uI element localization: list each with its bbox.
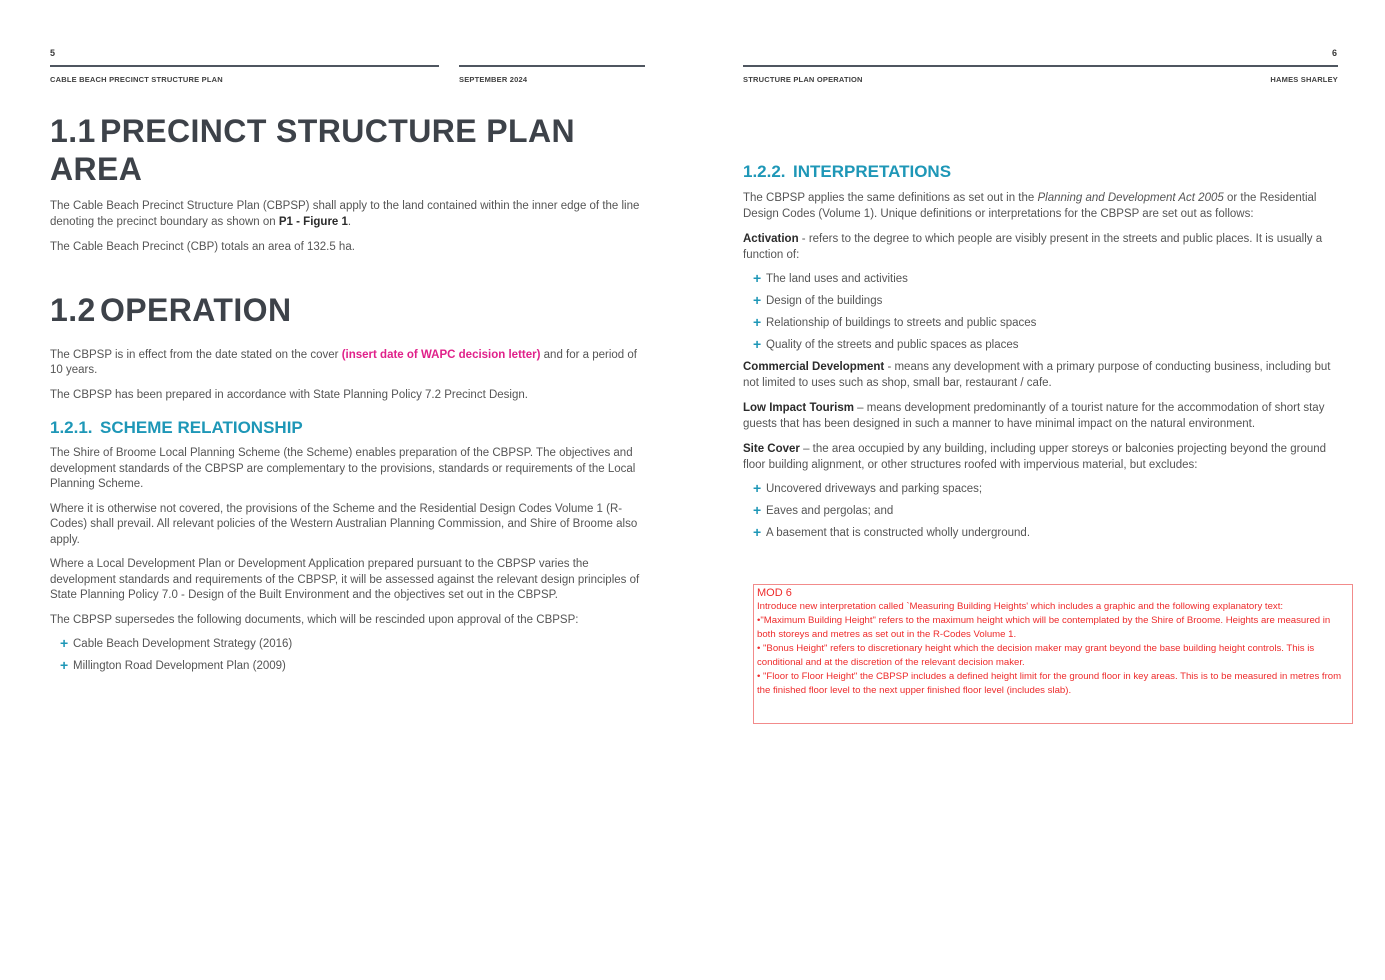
plus-icon: + xyxy=(753,524,762,540)
right-page-number: 6 xyxy=(1332,48,1338,58)
paragraph-text: The CBPSP applies the same definitions as set out in the xyxy=(743,192,1038,204)
definition-site-cover xyxy=(743,442,1343,473)
section-title: INTERPRETATIONS xyxy=(793,162,952,181)
list-item-text: Eaves and pergolas; and xyxy=(766,505,894,517)
section-number: 1.2.2. xyxy=(743,162,786,181)
list-item-text: Quality of the streets and public spaces as places xyxy=(766,339,1019,351)
list-item xyxy=(743,294,1343,310)
paragraph: The Cable Beach Precinct (CBP) totals an area of 132.5 ha. xyxy=(50,241,355,253)
left-running-header: CABLE BEACH PRECINCT STRUCTURE PLAN xyxy=(50,75,223,84)
plus-icon: + xyxy=(753,336,762,352)
left-running-date: SEPTEMBER 2024 xyxy=(459,75,528,84)
right-running-author: HAMES SHARLEY xyxy=(1270,75,1338,84)
right-running-header: STRUCTURE PLAN OPERATION xyxy=(743,75,863,84)
plus-icon: + xyxy=(60,657,69,673)
list-item xyxy=(743,504,1343,520)
list-item xyxy=(50,659,646,675)
plus-icon: + xyxy=(753,314,762,330)
list-item-text: Relationship of buildings to streets and public spaces xyxy=(766,317,1037,329)
definition-term: Commercial Development xyxy=(743,361,885,373)
section-1-2-heading xyxy=(50,291,646,329)
section-title: OPERATION xyxy=(100,291,292,328)
definition-term: Site Cover xyxy=(743,443,800,455)
section-1-2-2-heading xyxy=(743,161,1343,183)
list-item-text: Millington Road Development Plan (2009) xyxy=(73,660,286,672)
paragraph: The CBPSP supersedes the following documents, which will be rescinded upon approval of the CBPSP: xyxy=(50,613,579,626)
activation-list xyxy=(743,272,1343,354)
list-item-text: Design of the buildings xyxy=(766,295,883,307)
plus-icon: + xyxy=(753,270,762,286)
paragraph: The CBPSP has been prepared in accordance with State Planning Policy 7.2 Precinct Design. xyxy=(50,388,528,401)
definition-low-impact-tourism xyxy=(743,401,1343,432)
left-page-content xyxy=(50,112,646,681)
left-header-rule xyxy=(50,65,439,67)
section-number: 1.1 xyxy=(50,113,96,149)
list-item xyxy=(743,526,1343,542)
definition-text: – means development predominantly of a tourist nature for the accommodation of short stay guests that has been designed in such a manner to have minimal impact on the natural environment. xyxy=(743,402,1325,430)
paragraph-end: or the Residential Design Codes (Volume 1). Unique definitions or interpretations for the CBPSP are set out as follows: xyxy=(743,192,1317,220)
definition-commercial-development xyxy=(743,360,1343,391)
mod-line: • "Floor to Floor Height" the CBPSP includes a defined height limit for the ground floor in key areas. This is to be measured in metres from the finished floor level to the next upper finished floor level (includes slab). xyxy=(757,671,1342,696)
definition-activation xyxy=(743,232,1343,263)
plus-icon: + xyxy=(753,502,762,518)
plus-icon: + xyxy=(753,292,762,308)
mod-6-annotation-box xyxy=(753,584,1353,724)
definition-text: - means any development with a primary purpose of conducting business, including but not limited to uses such as shop, small bar, restaurant / cafe. xyxy=(743,361,1331,389)
definition-term: Low Impact Tourism xyxy=(743,402,854,414)
right-page-content xyxy=(743,161,1343,548)
paragraph xyxy=(743,191,1343,222)
definition-text: - refers to the degree to which people are visibly present in the streets and public places. It is usually a function of: xyxy=(743,233,1323,261)
paragraph-text: The CBPSP is in effect from the date stated on the cover xyxy=(50,348,342,361)
section-title: PRECINCT STRUCTURE PLAN AREA xyxy=(50,113,575,187)
list-item xyxy=(743,272,1343,288)
section-1-1-heading xyxy=(50,112,646,188)
list-item-text: Cable Beach Development Strategy (2016) xyxy=(73,638,293,650)
left-header-rule-right xyxy=(459,65,645,67)
section-title: SCHEME RELATIONSHIP xyxy=(100,418,303,437)
paragraph: Where a Local Development Plan or Development Application prepared pursuant to the CBPSP varies the development standards and requirements of the CBPSP, it will be assessed against the relevant design principles of State Planning Policy 7.0 - Design of the Built Environment and the objectives set out in the CBPSP. xyxy=(50,558,640,601)
section-number: 1.2.1. xyxy=(50,418,93,437)
mod-title: MOD 6 xyxy=(757,587,792,599)
paragraph-end: . xyxy=(347,215,352,228)
plus-icon: + xyxy=(753,480,762,496)
list-item xyxy=(743,316,1343,332)
superseded-documents-list xyxy=(50,637,646,675)
list-item xyxy=(50,637,646,653)
paragraph xyxy=(50,199,646,230)
definition-text: – the area occupied by any building, including upper storeys or balconies projecting beyond the ground floor building alignment, or other structures roofed with impervious material, but excludes: xyxy=(743,443,1327,471)
paragraph-end: and for a period of 10 years. xyxy=(50,348,637,376)
mod-line: Introduce new interpretation called `Measuring Building Heights' which includes a graphic and the following explanatory text: xyxy=(757,601,1284,612)
paragraph-text: The Cable Beach Precinct Structure Plan (CBPSP) shall apply to the land contained within the inner edge of the line denoting the precinct boundary as shown on xyxy=(50,200,640,228)
list-item xyxy=(743,338,1343,354)
plus-icon: + xyxy=(60,635,69,651)
mod-line: • "Bonus Height" refers to discretionary height which the decision maker may grant beyond the base building height controls. This is conditional and at the discretion of the relevant decision maker. xyxy=(757,643,1315,668)
section-1-2-1-heading xyxy=(50,417,646,439)
list-item-text: Uncovered driveways and parking spaces; xyxy=(766,483,983,495)
definition-term: Activation xyxy=(743,233,799,245)
paragraph: Where it is otherwise not covered, the provisions of the Scheme and the Residential Design Codes Volume 1 (R-Codes) shall prevail. All relevant policies of the Western Australian Planning Commission, and Shire of Broome also apply. xyxy=(50,502,638,546)
section-number: 1.2 xyxy=(50,291,96,328)
figure-reference: P1 - Figure 1 xyxy=(278,215,348,228)
list-item xyxy=(743,482,1343,498)
mod-line: •"Maximum Building Height" refers to the maximum height which will be contemplated by the Shire of Broome. Heights are measured in both storeys and metres as set out in the R-Codes Volume 1. xyxy=(757,615,1331,640)
list-item-text: A basement that is constructed wholly underground. xyxy=(766,527,1031,539)
site-cover-exclusions-list xyxy=(743,482,1343,542)
placeholder-highlight: (insert date of WAPC decision letter) xyxy=(341,348,541,361)
paragraph xyxy=(50,348,646,379)
act-title: Planning and Development Act 2005 xyxy=(1037,192,1224,204)
left-page-number: 5 xyxy=(50,48,56,58)
paragraph: The Shire of Broome Local Planning Scheme (the Scheme) enables preparation of the CBPSP. The objectives and development standards of the CBPSP are complementary to the provisions, standards or requirements of the Local Planning Scheme. xyxy=(50,447,636,490)
list-item-text: The land uses and activities xyxy=(766,273,908,285)
right-header-rule xyxy=(743,65,1338,67)
